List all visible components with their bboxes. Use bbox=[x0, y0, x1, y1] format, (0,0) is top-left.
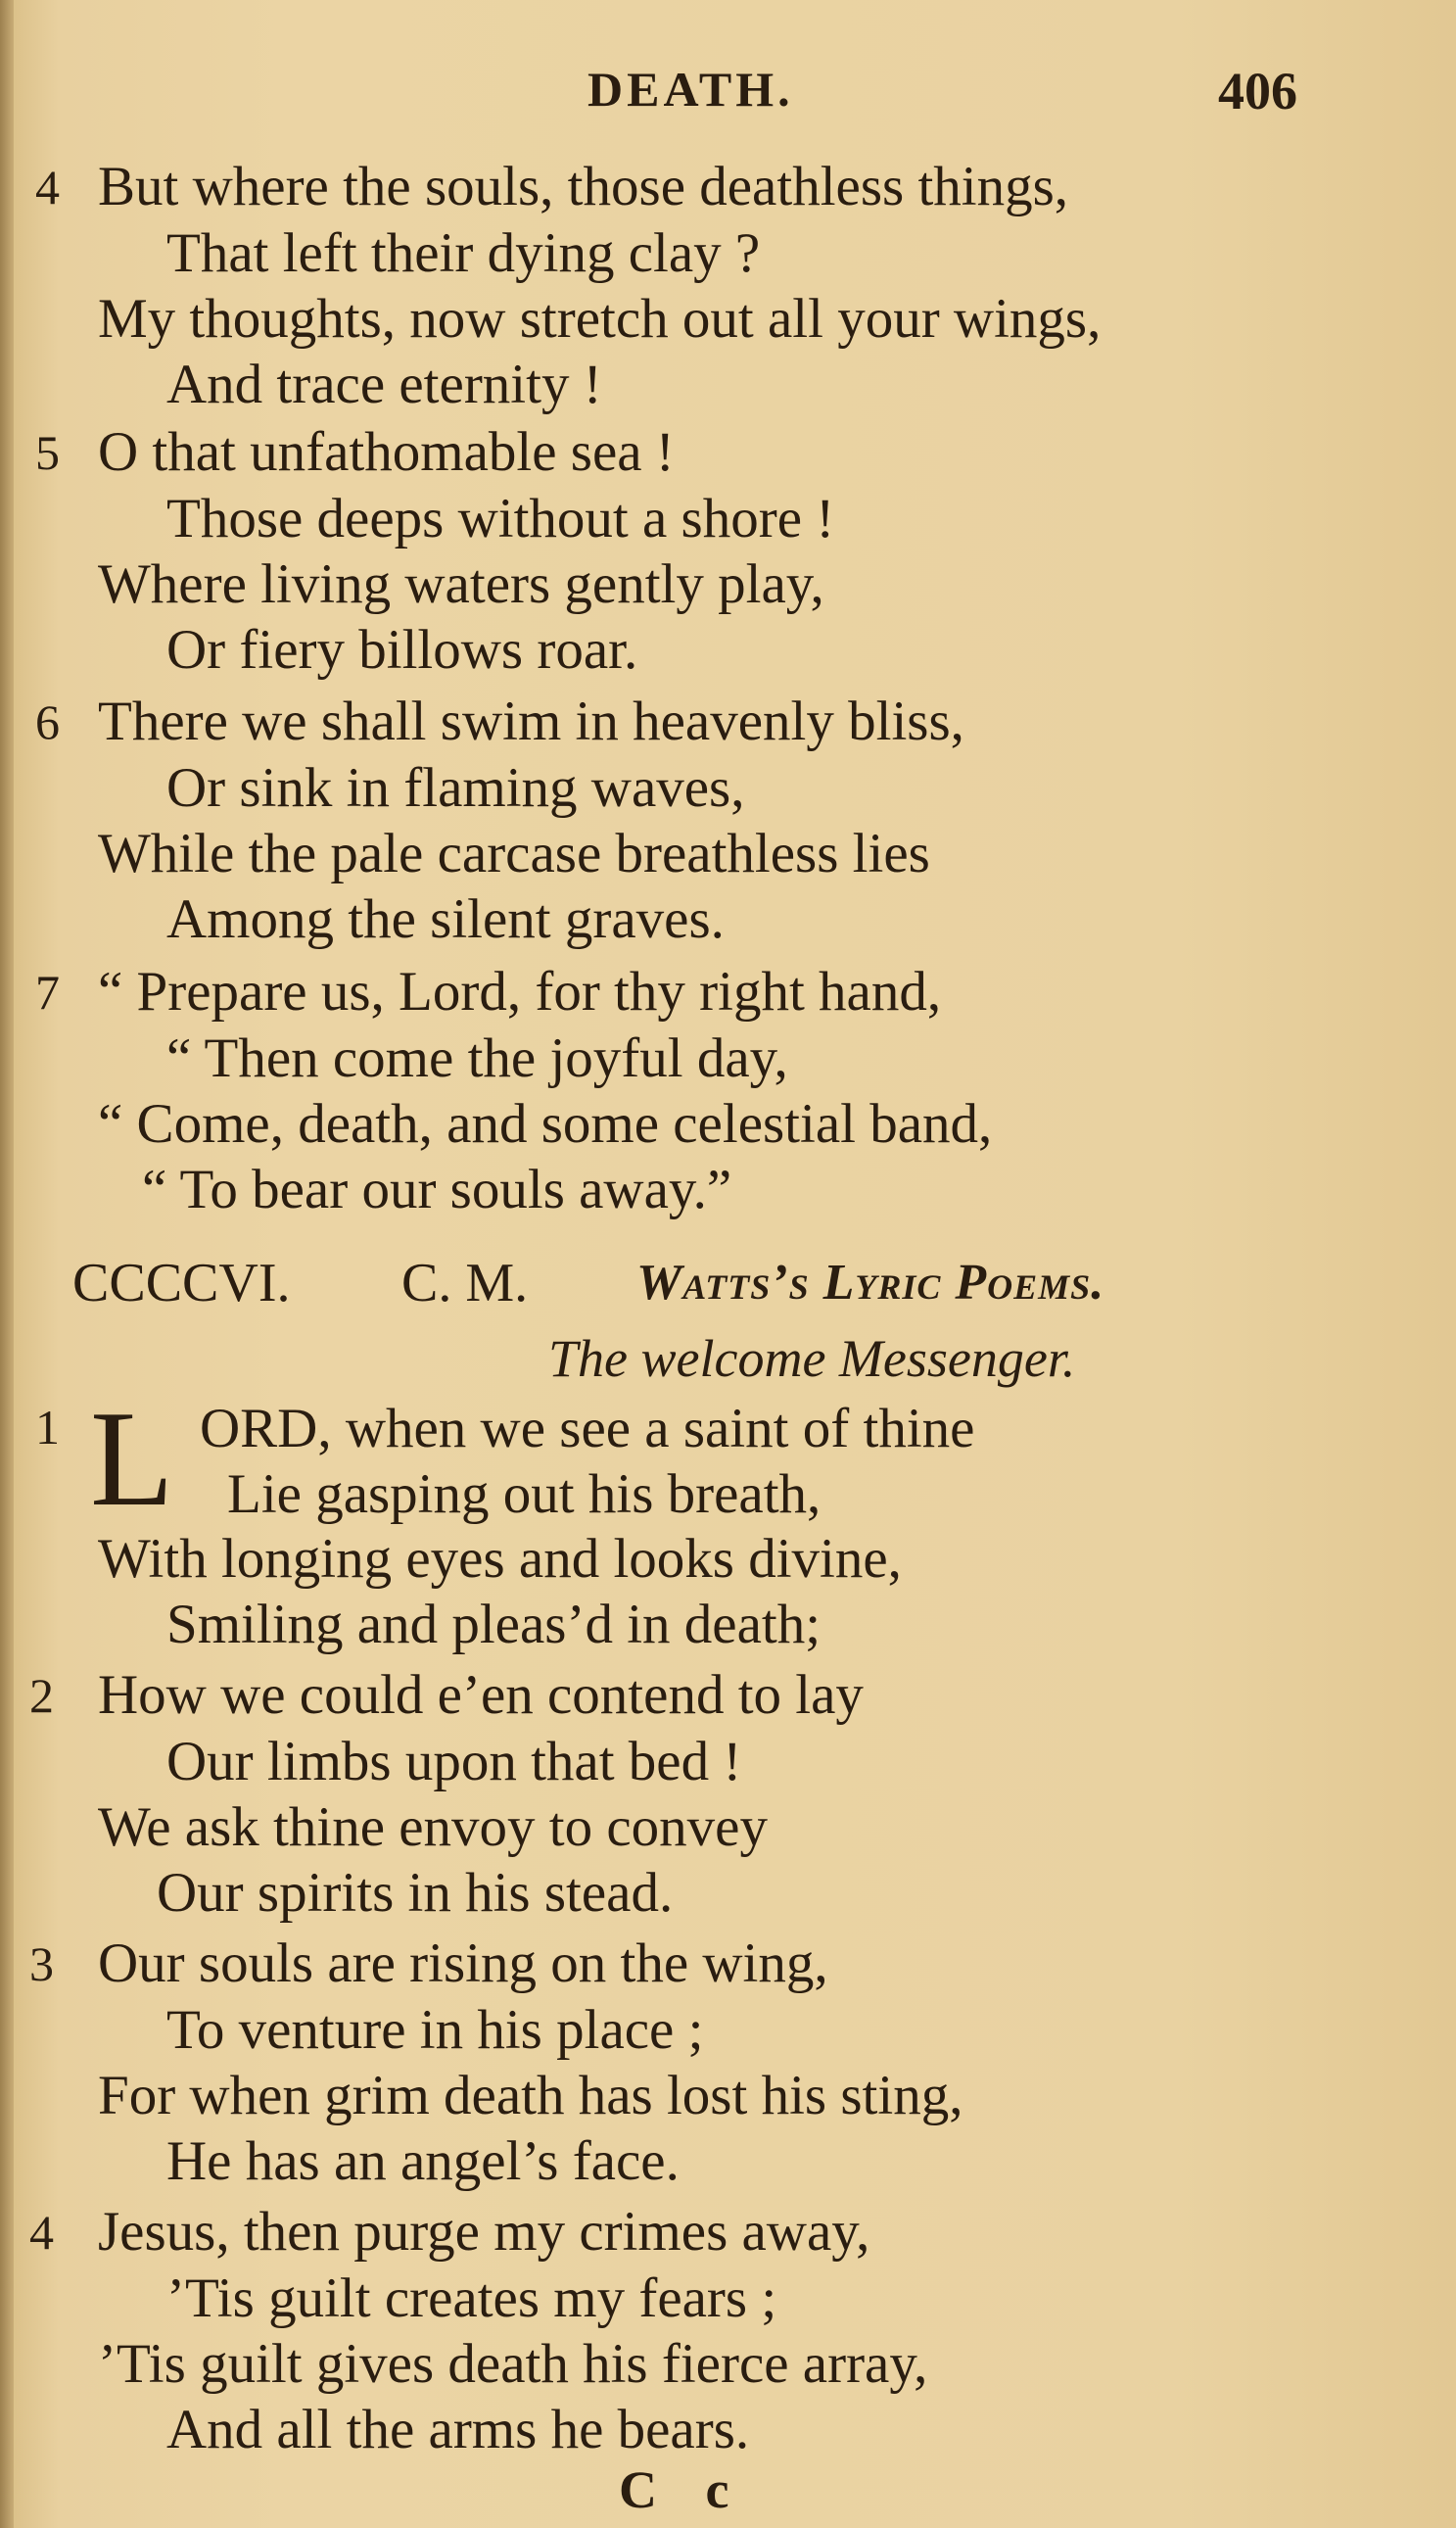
verse-line: Jesus, then purge my crimes away, bbox=[98, 2201, 870, 2263]
verse-line: He has an angel’s face. bbox=[166, 2130, 680, 2192]
verse-line: Or sink in flaming waves, bbox=[166, 757, 745, 819]
page-number: 406 bbox=[1218, 62, 1297, 120]
verse-line: “ Prepare us, Lord, for thy right hand, bbox=[98, 961, 942, 1023]
stanza-number: 1 bbox=[35, 1400, 60, 1455]
verse-line: Or fiery billows roar. bbox=[166, 619, 638, 681]
verse-line: Smiling and pleas’d in death; bbox=[166, 1594, 822, 1655]
verse-line: But where the souls, those deathless things, bbox=[98, 156, 1069, 217]
hymn-title: CCCCVI. bbox=[72, 1253, 291, 1313]
hymn-subtitle: The welcome Messenger. bbox=[548, 1329, 1076, 1388]
verse-line: That left their dying clay ? bbox=[166, 222, 761, 284]
stanza-number: 4 bbox=[29, 2205, 54, 2260]
verse-line: How we could e’en contend to lay bbox=[98, 1664, 864, 1726]
stanza-number: 6 bbox=[35, 694, 60, 749]
verse-line: For when grim death has lost his sting, bbox=[98, 2065, 963, 2126]
verse-line: Where living waters gently play, bbox=[98, 553, 824, 615]
signature-mark: C c bbox=[619, 2460, 747, 2519]
drop-cap: L bbox=[90, 1383, 174, 1535]
running-head: DEATH. bbox=[587, 62, 794, 117]
page-header bbox=[0, 61, 1456, 129]
stanza-number: 3 bbox=[29, 1936, 54, 1991]
verse-line: ’Tis guilt gives death his fierce array, bbox=[98, 2333, 928, 2395]
verse-line: Our limbs upon that bed ! bbox=[166, 1731, 742, 1792]
stanza-number: 7 bbox=[35, 965, 60, 1020]
stanza-number: 2 bbox=[29, 1668, 54, 1723]
verse-line: “ Then come the joyful day, bbox=[166, 1027, 788, 1089]
stanza-number: 5 bbox=[35, 425, 60, 480]
verse-line: “ Come, death, and some celestial band, bbox=[98, 1093, 993, 1155]
verse-line: Our spirits in his stead. bbox=[157, 1862, 674, 1924]
verse-line: Lie gasping out his breath, bbox=[227, 1463, 822, 1525]
verse-line: Our souls are rising on the wing, bbox=[98, 1932, 828, 1994]
verse-line: O that unfathomable sea ! bbox=[98, 421, 675, 483]
verse-line: My thoughts, now stretch out all your wings, bbox=[98, 288, 1102, 350]
verse-line: Among the silent graves. bbox=[166, 888, 725, 950]
verse-line: To venture in his place ; bbox=[166, 1999, 704, 2061]
verse-line: And trace eternity ! bbox=[166, 354, 602, 415]
page-edge bbox=[0, 0, 14, 2528]
verse-line: We ask thine envoy to convey bbox=[98, 1796, 768, 1858]
verse-line: Those deeps without a shore ! bbox=[166, 488, 835, 549]
verse-line: “ To bear our souls away.” bbox=[142, 1159, 732, 1220]
verse-line: ORD, when we see a saint of thine bbox=[200, 1398, 975, 1459]
stanza-number: 4 bbox=[35, 160, 60, 215]
hymn-source: Watts’s Lyric Poems. bbox=[636, 1255, 1105, 1311]
verse-line: While the pale carcase breathless lies bbox=[98, 823, 930, 884]
hymn-meter: C. M. bbox=[401, 1253, 529, 1313]
verse-line: With longing eyes and looks divine, bbox=[98, 1528, 902, 1590]
verse-line: And all the arms he bears. bbox=[166, 2399, 750, 2460]
verse-line: ’Tis guilt creates my fears ; bbox=[166, 2267, 777, 2329]
verse-line: There we shall swim in heavenly bliss, bbox=[98, 691, 964, 752]
